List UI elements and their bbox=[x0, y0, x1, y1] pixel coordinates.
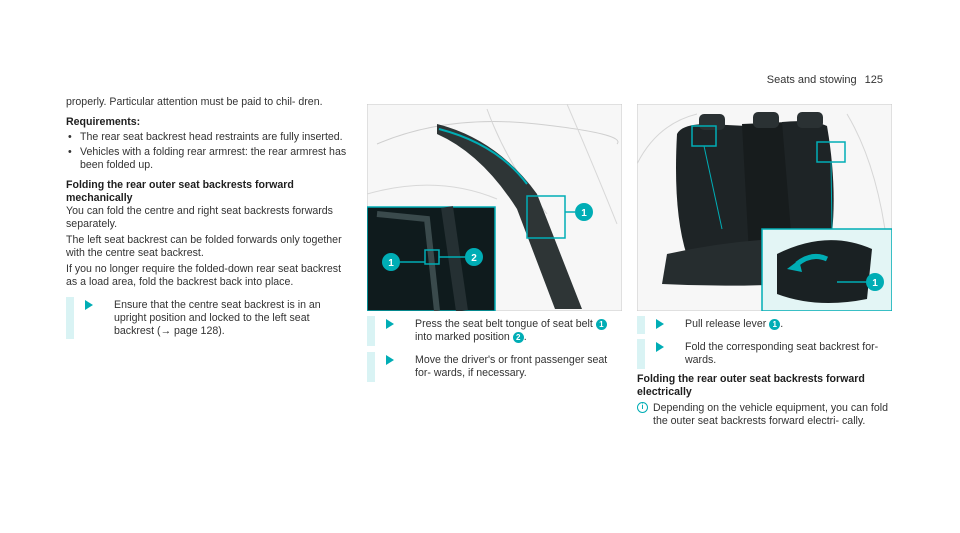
paragraph: You can fold the centre and right seat backrests forwards separately. bbox=[66, 205, 333, 230]
section-heading: Folding the rear outer seat backrests forward electrically bbox=[637, 373, 865, 398]
figure-release-lever bbox=[637, 104, 892, 311]
callout-badge: 1 bbox=[769, 319, 780, 330]
column-left bbox=[66, 96, 352, 338]
callout-2: 2 bbox=[471, 253, 477, 264]
callout-badge: 1 bbox=[596, 319, 607, 330]
list-item: • The rear seat backrest head restraints are fully inserted. bbox=[68, 131, 343, 143]
page-header bbox=[767, 74, 883, 86]
callout-1: 1 bbox=[581, 208, 587, 219]
step-item: Ensure that the centre seat backrest is in an upright position and locked to the left seat backrest (→ page 128). bbox=[66, 299, 352, 338]
requirements-list bbox=[66, 131, 352, 172]
step-item: Press the seat belt tongue of seat belt 1 into marked position 2 . bbox=[367, 318, 622, 344]
page-number: 125 bbox=[864, 74, 883, 86]
column-middle bbox=[367, 318, 622, 380]
step-item: Pull release lever 1 . bbox=[637, 318, 892, 331]
requirements-heading: Requirements: bbox=[66, 116, 141, 128]
section-heading: Folding the rear outer seat backrests forward mechanically bbox=[66, 179, 294, 204]
step-item: Fold the corresponding seat backrest for- wards. bbox=[637, 341, 892, 367]
step-arrow-icon bbox=[386, 319, 394, 329]
paragraph: The left seat backrest can be folded forwards only together with the centre seat backrest. bbox=[66, 234, 342, 259]
step-arrow-icon bbox=[656, 319, 664, 329]
column-right bbox=[637, 318, 892, 428]
step-arrow-icon bbox=[85, 300, 93, 310]
info-note: i Depending on the vehicle equipment, you can fold the outer seat backrests forward electri- cally. bbox=[637, 402, 892, 428]
step-arrow-icon bbox=[386, 355, 394, 365]
figure-seat-belt bbox=[367, 104, 622, 311]
inset-callout-1: 1 bbox=[388, 258, 394, 269]
callout-badge: 2 bbox=[513, 332, 524, 343]
info-icon: i bbox=[637, 402, 648, 413]
section-title: Seats and stowing bbox=[766, 74, 857, 86]
paragraph: If you no longer require the folded-down rear seat backrest as a load area, fold the backrest back into place. bbox=[66, 263, 342, 288]
intro-text: properly. Particular attention must be paid to chil- dren. bbox=[66, 96, 323, 108]
step-arrow-icon bbox=[656, 342, 664, 352]
step-item: Move the driver's or front passenger seat for- wards, if necessary. bbox=[367, 354, 622, 380]
list-item: • Vehicles with a folding rear armrest: the rear armrest has been folded up. bbox=[68, 146, 347, 171]
callout-1: 1 bbox=[872, 278, 878, 289]
